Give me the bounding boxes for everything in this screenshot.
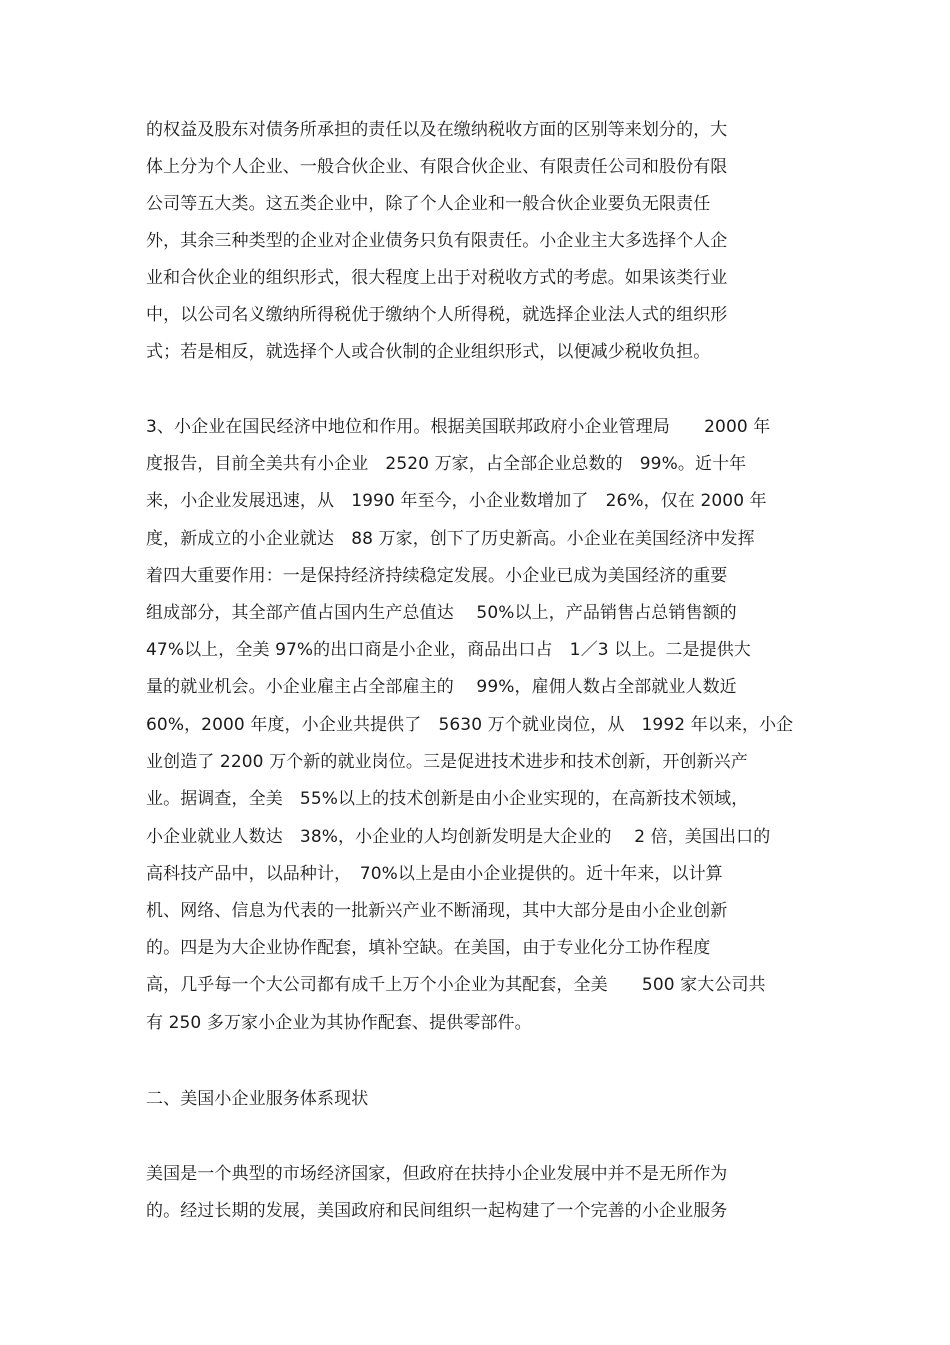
paragraph-1-line: 式；若是相反，就选择个人或合伙制的企业组织形式，以便减少税收负担。 — [146, 342, 711, 362]
paragraph-2-line: 60%，2000 年度，小企业共提供了 5630 万个就业岗位，从 1992 年以来，小企 — [146, 715, 794, 735]
paragraph-2-line: 高科技产品中，以品种计， 70%以上是由小企业提供的。近十年来，以计算 — [146, 864, 723, 884]
paragraph-2-line: 机、网络、信息为代表的一批新兴产业不断涌现，其中大部分是由小企业创新 — [146, 901, 728, 921]
paragraph-1-line: 外，其余三种类型的企业对企业债务只负有限责任。小企业主大多选择个人企 — [146, 231, 728, 251]
paragraph-2-line: 3、小企业在国民经济中地位和作用。根据美国联邦政府小企业管理局 2000 年 — [146, 417, 771, 437]
paragraph-2-line: 业。据调查，全美 55%以上的技术创新是由小企业实现的，在高新技术领域， — [146, 789, 749, 809]
paragraph-3-line: 的。经过长期的发展，美国政府和民间组织一起构建了一个完善的小企业服务 — [146, 1201, 728, 1221]
paragraph-2-line: 组成部分，其全部产值占国内生产总值达 50%以上，产品销售占总销售额的 — [146, 603, 737, 623]
paragraph-1-line: 中，以公司名义缴纳所得税优于缴纳个人所得税，就选择企业法人式的组织形 — [146, 305, 728, 325]
paragraph-2-line: 度，新成立的小企业就达 88 万家，创下了历史新高。小企业在美国经济中发挥 — [146, 529, 755, 549]
paragraph-1-line: 的权益及股东对债务所承担的责任以及在缴纳税收方面的区别等来划分的，大 — [146, 120, 728, 140]
paragraph-1-line: 业和合伙企业的组织形式，很大程度上出于对税收方式的考虑。如果该类行业 — [146, 268, 728, 288]
paragraph-2-line: 的。四是为大企业协作配套，填补空缺。在美国，由于专业化分工协作程度 — [146, 938, 711, 958]
paragraph-2-line: 有 250 多万家小企业为其协作配套、提供零部件。 — [146, 1013, 532, 1033]
paragraph-2-line: 量的就业机会。小企业雇主占全部雇主的 99%，雇佣人数占全部就业人数近 — [146, 677, 737, 697]
section-heading: 二、美国小企业服务体系现状 — [146, 1089, 369, 1109]
paragraph-2-line: 小企业就业人数达 38%，小企业的人均创新发明是大企业的 2 倍，美国出口的 — [146, 827, 771, 847]
paragraph-2-line: 高，几乎每一个大公司都有成千上万个小企业为其配套，全美 500 家大公司共 — [146, 975, 766, 995]
paragraph-1-line: 公司等五大类。这五类企业中，除了个人企业和一般合伙企业要负无限责任 — [146, 194, 711, 214]
paragraph-2-line: 47%以上，全美 97%的出口商是小企业，商品出口占 1／3 以上。二是提供大 — [146, 640, 751, 660]
paragraph-1-line: 体上分为个人企业、一般合伙企业、有限合伙企业、有限责任公司和股份有限 — [146, 157, 728, 177]
paragraph-2-line: 业创造了 2200 万个新的就业岗位。三是促进技术进步和技术创新，开创新兴产 — [146, 752, 748, 772]
paragraph-3-line: 美国是一个典型的市场经济国家，但政府在扶持小企业发展中并不是无所作为 — [146, 1164, 728, 1184]
paragraph-2-line: 来，小企业发展迅速，从 1990 年至今，小企业数增加了 26%，仅在 2000 年 — [146, 491, 767, 511]
paragraph-2-line: 着四大重要作用：一是保持经济持续稳定发展。小企业已成为美国经济的重要 — [146, 566, 728, 586]
paragraph-2-line: 度报告，目前全美共有小企业 2520 万家，占全部企业总数的 99%。近十年 — [146, 454, 747, 474]
